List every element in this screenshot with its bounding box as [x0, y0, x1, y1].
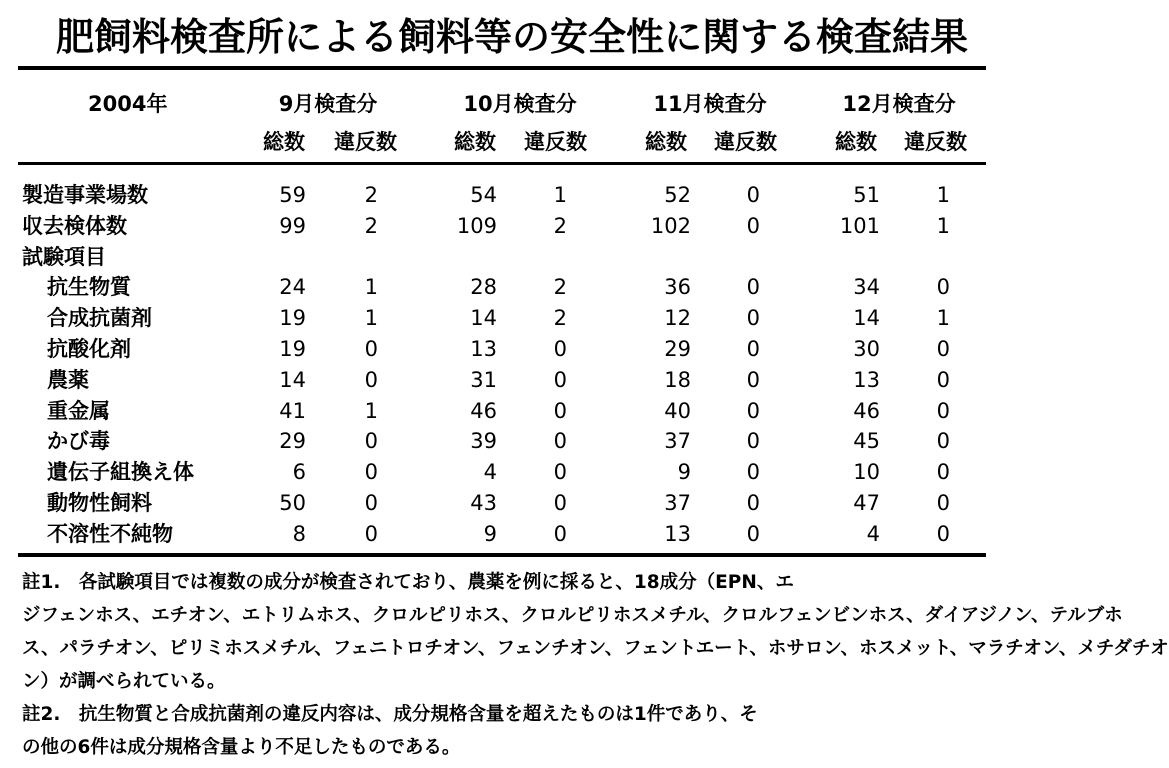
table-row: [0, 396, 1024, 427]
total-cell: 18: [664, 367, 691, 392]
violation-cell: 0: [553, 336, 567, 361]
total-cell: 13: [664, 521, 691, 546]
violation-cell: 2: [553, 213, 567, 238]
total-cell: 14: [279, 367, 306, 392]
total-cell: 46: [853, 398, 880, 423]
row-label: 不溶性不純物: [47, 521, 173, 546]
violation-cell: 0: [936, 398, 950, 423]
violation-cell: 2: [553, 275, 567, 300]
violation-cell: 0: [553, 460, 567, 485]
table-row: [0, 488, 1024, 519]
violation-cell: 2: [553, 306, 567, 331]
violation-cell: 0: [936, 490, 950, 515]
violation-cell: 0: [746, 398, 760, 423]
row-label: 抗生物質: [47, 275, 131, 300]
violation-cell: 0: [364, 460, 378, 485]
violation-cell: 1: [936, 183, 950, 207]
total-cell: 41: [279, 398, 306, 423]
violation-cell: 0: [364, 490, 378, 515]
total-cell: 14: [470, 306, 497, 331]
row-label: 収去検体数: [22, 213, 127, 238]
total-header: 総数: [263, 130, 305, 154]
total-cell: 40: [664, 398, 691, 423]
total-cell: 45: [853, 429, 880, 454]
table-bottom-rule: [18, 553, 986, 557]
row-label: 抗酸化剤: [47, 336, 131, 361]
violation-cell: 0: [746, 429, 760, 454]
violation-cell: 0: [936, 275, 950, 300]
violation-cell: 1: [364, 275, 378, 300]
total-cell: 51: [853, 183, 880, 207]
table-row: [0, 242, 1024, 273]
violation-cell: 0: [553, 521, 567, 546]
violation-cell: 0: [746, 521, 760, 546]
table-row: [0, 303, 1024, 334]
note-line: ス、パラチオン、ピリミホスメチル、フェニトロチオン、フェンチオン、フェントエート、ホサロン、ホスメット、マラチオン、メチダチオ: [22, 638, 1169, 659]
total-cell: 31: [470, 367, 497, 392]
violation-header: 違反数: [524, 130, 587, 154]
total-cell: 28: [470, 275, 497, 300]
violation-cell: 0: [746, 460, 760, 485]
total-cell: 52: [664, 183, 691, 207]
year-header: 2004年: [88, 92, 168, 116]
table-row: [0, 211, 1024, 242]
total-cell: 4: [866, 521, 880, 546]
total-cell: 101: [839, 213, 880, 238]
violation-header: 違反数: [334, 130, 397, 154]
total-cell: 29: [664, 336, 691, 361]
total-cell: 50: [279, 490, 306, 515]
month-header-nov: 11月検査分: [653, 92, 767, 116]
total-cell: 109: [456, 213, 497, 238]
violation-cell: 0: [746, 275, 760, 300]
total-header: 総数: [835, 130, 877, 154]
violation-cell: 0: [936, 460, 950, 485]
table-row: [0, 365, 1024, 396]
row-label: 重金属: [47, 398, 110, 423]
total-cell: 46: [470, 398, 497, 423]
violation-cell: 1: [936, 306, 950, 331]
violation-cell: 0: [936, 521, 950, 546]
row-label: 農薬: [47, 367, 89, 392]
table-row: [0, 180, 1024, 211]
total-cell: 54: [470, 183, 497, 207]
violation-cell: 0: [746, 183, 760, 207]
total-cell: 36: [664, 275, 691, 300]
violation-cell: 0: [746, 367, 760, 392]
total-cell: 10: [853, 460, 880, 485]
violation-cell: 0: [936, 367, 950, 392]
footnotes: [22, 566, 1169, 764]
total-cell: 19: [279, 306, 306, 331]
results-table: [0, 180, 1024, 550]
violation-cell: 0: [364, 367, 378, 392]
violation-cell: 0: [553, 367, 567, 392]
total-cell: 24: [279, 275, 306, 300]
total-cell: 9: [483, 521, 497, 546]
violation-cell: 0: [364, 336, 378, 361]
total-cell: 39: [470, 429, 497, 454]
total-cell: 29: [279, 429, 306, 454]
row-label: 試験項目: [22, 244, 106, 269]
header-rule: [18, 162, 986, 165]
note-line: ジフェンホス、エチオン、エトリムホス、クロルピリホス、クロルピリホスメチル、クロルフェンビンホス、ダイアジノン、テルブホ: [22, 605, 1123, 626]
row-label: 製造事業場数: [22, 183, 148, 207]
violation-cell: 0: [553, 429, 567, 454]
total-cell: 43: [470, 490, 497, 515]
violation-cell: 0: [746, 490, 760, 515]
violation-cell: 0: [746, 213, 760, 238]
total-cell: 14: [853, 306, 880, 331]
total-cell: 12: [664, 306, 691, 331]
violation-cell: 2: [364, 183, 378, 207]
row-label: 遺伝子組換え体: [47, 460, 194, 485]
total-cell: 30: [853, 336, 880, 361]
total-cell: 34: [853, 275, 880, 300]
page-title: 肥飼料検査所による飼料等の安全性に関する検査結果: [55, 15, 968, 59]
table-row: [0, 334, 1024, 365]
table-row: [0, 426, 1024, 457]
violation-cell: 0: [553, 490, 567, 515]
month-header-oct: 10月検査分: [463, 92, 577, 116]
total-cell: 102: [650, 213, 691, 238]
table-row: [0, 272, 1024, 303]
violation-cell: 2: [364, 213, 378, 238]
violation-cell: 1: [553, 183, 567, 207]
violation-cell: 1: [936, 213, 950, 238]
total-cell: 47: [853, 490, 880, 515]
row-label: 合成抗菌剤: [47, 306, 152, 331]
total-cell: 9: [677, 460, 691, 485]
table-row: [0, 519, 1024, 550]
violation-cell: 0: [936, 429, 950, 454]
row-label: かび毒: [47, 429, 110, 454]
violation-cell: 0: [746, 306, 760, 331]
total-cell: 99: [279, 213, 306, 238]
note-line: 註1. 各試験項目では複数の成分が検査されており、農薬を例に採ると、18成分（EPN、エ: [22, 572, 794, 593]
violation-cell: 1: [364, 398, 378, 423]
total-cell: 37: [664, 429, 691, 454]
violation-cell: 0: [553, 398, 567, 423]
total-cell: 37: [664, 490, 691, 515]
total-cell: 13: [853, 367, 880, 392]
month-header-dec: 12月検査分: [842, 92, 956, 116]
total-cell: 8: [292, 521, 306, 546]
violation-cell: 0: [364, 429, 378, 454]
total-cell: 6: [292, 460, 306, 485]
note-line: 註2. 抗生物質と合成抗菌剤の違反内容は、成分規格含量を超えたものは1件であり、そ: [22, 704, 758, 725]
violation-header: 違反数: [904, 130, 967, 154]
total-cell: 13: [470, 336, 497, 361]
violation-cell: 1: [364, 306, 378, 331]
violation-header: 違反数: [714, 130, 777, 154]
total-header: 総数: [645, 130, 687, 154]
month-header-sep: 9月検査分: [278, 92, 378, 116]
violation-cell: 0: [746, 336, 760, 361]
note-line: ン）が調べられている。: [22, 671, 226, 692]
table-top-rule: [18, 66, 986, 70]
row-label: 動物性飼料: [47, 490, 152, 515]
total-header: 総数: [454, 130, 496, 154]
total-cell: 19: [279, 336, 306, 361]
violation-cell: 0: [936, 336, 950, 361]
table-row: [0, 457, 1024, 488]
note-line: の他の6件は成分規格含量より不足したものである。: [22, 737, 461, 758]
total-cell: 59: [279, 183, 306, 207]
total-cell: 4: [483, 460, 497, 485]
violation-cell: 0: [364, 521, 378, 546]
